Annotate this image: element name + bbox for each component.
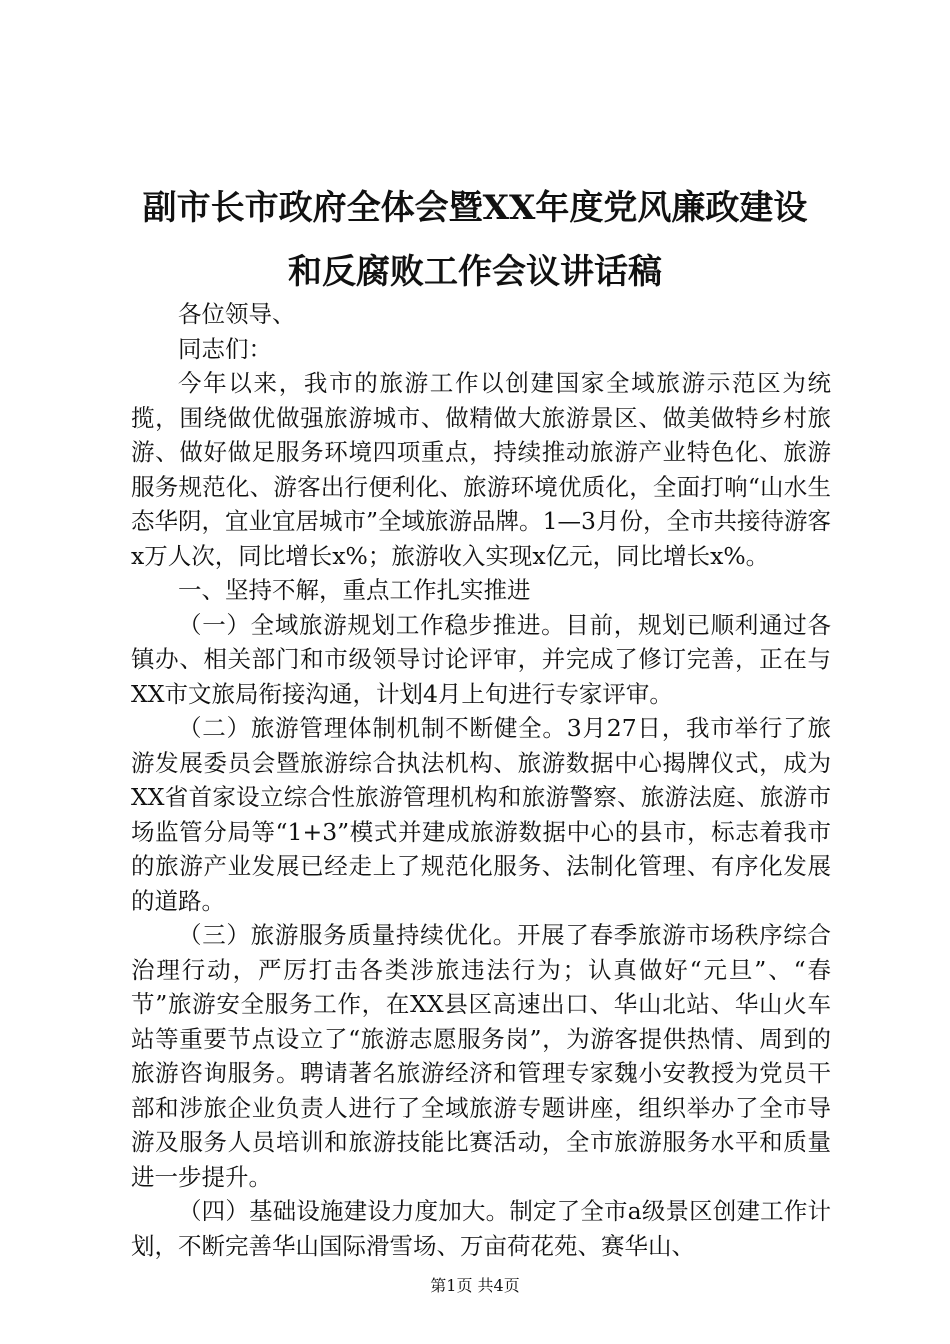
document-title-line-1: 副市长市政府全体会暨XX年度党风廉政建设 (142, 188, 808, 228)
section-heading: 一、坚持不解，重点工作扎实推进 (178, 576, 531, 604)
body-paragraph: （二）旅游管理体制机制不断健全。3月27日，我市举行了旅游发展委员会暨旅游综合执法机构、旅游数据中心揭牌仪式，成为XX省首家设立综合性旅游管理机构和旅游警察、旅游法庭、旅游市场监管分局等“1+3”模式并建成旅游数据中心的县市，标志着我市的旅游产业发展已经走上了规范化服务、法制化管理、有序化发展的道路。 (131, 714, 831, 915)
greeting-line: 各位领导、 (178, 300, 296, 328)
body-paragraph: （四）基础设施建设力度加大。制定了全市a级景区创建工作计划，不断完善华山国际滑雪场、万亩荷花苑、赛华山、 (131, 1197, 831, 1260)
page-footer: 第1页 共4页 (430, 1276, 520, 1295)
document-title-line-2: 和反腐败工作会议讲话稿 (288, 252, 662, 292)
body-paragraph: （一）全域旅游规划工作稳步推进。目前，规划已顺利通过各镇办、相关部门和市级领导讨论评审，并完成了修订完善，正在与XX市文旅局衔接沟通，计划4月上旬进行专家评审。 (131, 610, 831, 708)
document-body (131, 297, 831, 1263)
greeting-line: 同志们： (178, 334, 272, 363)
body-paragraph: 今年以来，我市的旅游工作以创建国家全域旅游示范区为统揽，围绕做优做强旅游城市、做精做大旅游景区、做美做特乡村旅游、做好做足服务环境四项重点，持续推动旅游产业特色化、旅游服务规范化、游客出行便利化、旅游环境优质化，全面打响“山水生态华阴，宜业宜居城市”全域旅游品牌。1—3月份，全市共接待游客x万人次，同比增长x%；旅游收入实现x亿元，同比增长x%。 (131, 369, 831, 570)
body-paragraph: （三）旅游服务质量持续优化。开展了春季旅游市场秩序综合治理行动，严厉打击各类涉旅违法行为；认真做好“元旦”、“春节”旅游安全服务工作，在XX县区高速出口、华山北站、华山火车站等重要节点设立了“旅游志愿服务岗”，为游客提供热情、周到的旅游咨询服务。聘请著名旅游经济和管理专家魏小安教授为党员干部和涉旅企业负责人进行了全域旅游专题讲座，组织举办了全市导游及服务人员培训和旅游技能比赛活动，全市旅游服务水平和质量进一步提升。 (131, 921, 831, 1191)
